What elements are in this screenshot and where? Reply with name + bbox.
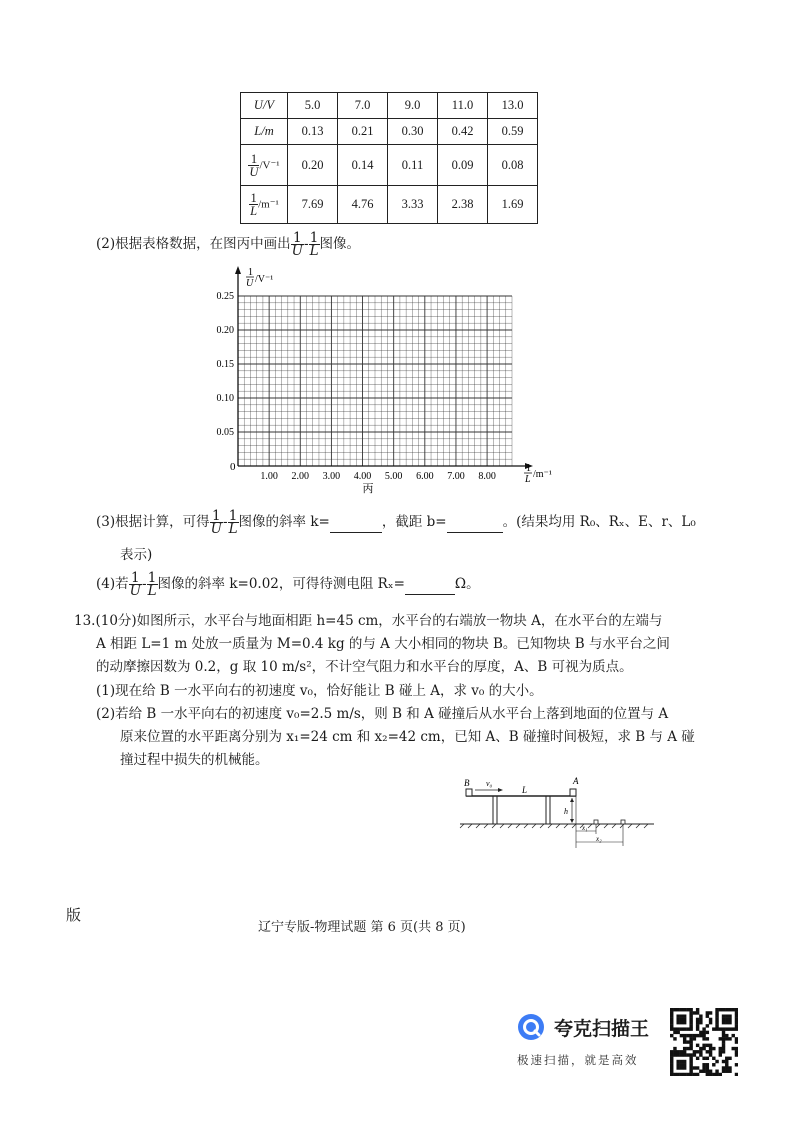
y-axis-unit: /V⁻¹: [255, 274, 274, 285]
x-tick-label: 6.00: [416, 471, 434, 482]
y-tick-label: 0.05: [216, 427, 234, 438]
table-cell: 0.20: [288, 145, 338, 186]
table-cell: 2.38: [438, 186, 488, 224]
quark-logo-icon: [516, 1012, 546, 1042]
label-l: L: [522, 785, 528, 795]
block-a: [570, 789, 576, 796]
table-row: [241, 119, 538, 145]
ground-hatching: [460, 824, 648, 828]
graph-grid: [238, 296, 512, 466]
x-axis-label-num: 1: [526, 463, 531, 474]
table-row: [241, 145, 538, 186]
brand-slogan: 极速扫描，就是高效: [517, 1053, 639, 1067]
answer-blank-b[interactable]: [447, 512, 503, 533]
table-cell: 11.0: [438, 93, 488, 119]
table-header-cell: [241, 145, 288, 186]
graph-bing: [200, 262, 570, 500]
x-tick-label: 3.00: [322, 471, 341, 482]
y-axis-label-num: 1: [248, 267, 253, 278]
question-4: (4)若 $\frac{1}{U}$ - $\frac{1}{L}$ 图像的斜率 k=0.02，可得待测电阻 Rₓ= Ω。: [96, 570, 480, 599]
x-tick-label: 5.00: [384, 471, 403, 482]
data-table: [240, 92, 538, 224]
fraction: $\frac{1}{L}$: [309, 230, 319, 259]
fraction: $\frac{1}{U}$: [210, 508, 223, 537]
table-cell: 4.76: [338, 186, 388, 224]
x-axis-unit: /m⁻¹: [533, 469, 552, 480]
table-cell: 0.11: [388, 145, 438, 186]
question-13-line-4: (1)现在给 B 一水平向右的初速度 v₀，恰好能让 B 碰上 A，求 v₀ 的大小。: [96, 683, 543, 699]
brand-name: 夸克扫描王: [554, 1018, 650, 1040]
table-cell: 7.0: [338, 93, 388, 119]
fraction: $\frac{1}{U}$: [291, 230, 304, 259]
margin-mark: 版: [66, 906, 82, 924]
x-tick-label: 8.00: [478, 471, 496, 482]
table-cell: 1.69: [488, 186, 538, 224]
x-tick-label: 1.00: [260, 471, 278, 482]
fraction: $\frac{1}{L}$: [147, 570, 157, 599]
table-cell: 0.30: [388, 119, 438, 145]
page-footer: 辽宁专版-物理试题 第 6 页(共 8 页): [258, 920, 466, 935]
table-row: [241, 186, 538, 224]
qr-code-icon: [670, 1008, 738, 1080]
label-v0: v₀: [486, 779, 493, 788]
graph-caption: 丙: [362, 482, 374, 495]
table-cell: 0.42: [438, 119, 488, 145]
origin-label: 0: [230, 461, 236, 473]
table-cell: 0.14: [338, 145, 388, 186]
question-13-line-7: 撞过程中损失的机械能。: [120, 752, 269, 768]
table-cell: 13.0: [488, 93, 538, 119]
question-3: (3)根据计算，可得 $\frac{1}{U}$ - $\frac{1}{L}$ 图像的斜率 k= ，截距 b= 。(结果均用 R₀、Rₓ、E、r、L₀: [96, 508, 696, 537]
question-13-line-6: 原来位置的水平距离分别为 x₁=24 cm 和 x₂=42 cm，已知 A、B 碰撞时间极短，求 B 与 A 碰: [120, 729, 695, 745]
platform-diagram: [458, 774, 658, 850]
y-tick-label: 0.25: [216, 291, 234, 302]
table-cell: 0.08: [488, 145, 538, 186]
unit-label: /m⁻¹: [258, 198, 279, 211]
label-b: B: [464, 778, 470, 788]
table-cell: 3.33: [388, 186, 438, 224]
graph-axes: [235, 266, 533, 469]
table-header-cell: U/V: [241, 93, 288, 119]
answer-blank-k[interactable]: [330, 512, 382, 533]
x-axis-label-den: L: [525, 474, 531, 485]
table-header-cell: L/m: [241, 119, 288, 145]
y-tick-label: 0.20: [216, 325, 234, 336]
x-tick-labels: [260, 471, 495, 482]
answer-blank-rx[interactable]: [405, 574, 455, 595]
question-13-line-1: 13.(10分)如图所示，水平台与地面相距 h=45 cm，水平台的右端放一物块 A，在水平台的左端与: [74, 613, 663, 629]
label-x1: x₁: [582, 824, 588, 832]
table-cell: 0.21: [338, 119, 388, 145]
table-row: [241, 93, 538, 119]
fraction: $\frac{1}{L}$: [228, 508, 238, 537]
table-cell: 0.59: [488, 119, 538, 145]
x-tick-label: 4.00: [353, 471, 372, 482]
table-cell: 5.0: [288, 93, 338, 119]
label-x2: x₂: [596, 835, 602, 843]
y-tick-labels: [217, 291, 235, 438]
block-b: [466, 789, 472, 796]
question-13-line-2: A 相距 L=1 m 处放一质量为 M=0.4 kg 的与 A 大小相同的物块 B。已知物块 B 与水平台之间: [96, 636, 670, 652]
unit-label: /V⁻¹: [259, 158, 280, 171]
question-3-line2: 表示): [120, 547, 153, 563]
table-cell: 7.69: [288, 186, 338, 224]
question-2: (2)根据表格数据，在图丙中画出 $\frac{1}{U}$ - $\frac{1}{L}$ 图像。: [96, 230, 361, 259]
fraction: $\frac{1}{U}$: [129, 570, 142, 599]
table-cell: 0.13: [288, 119, 338, 145]
label-a: A: [573, 776, 579, 786]
question-13-line-5: (2)若给 B 一水平向右的初速度 v₀=2.5 m/s，则 B 和 A 碰撞后从水平台上落到地面的位置与 A: [96, 706, 669, 722]
x-tick-label: 2.00: [291, 471, 310, 482]
table-header-cell: [241, 186, 288, 224]
y-tick-label: 0.15: [216, 359, 234, 370]
fraction: $\frac{1}{U}$: [249, 151, 259, 179]
y-tick-label: 0.10: [216, 393, 234, 404]
table-cell: 0.09: [438, 145, 488, 186]
y-axis-label-den: U: [246, 278, 254, 289]
fraction: $\frac{1}{L}$: [250, 191, 258, 218]
x-tick-label: 7.00: [447, 471, 465, 482]
table-cell: 9.0: [388, 93, 438, 119]
question-13-line-3: 的动摩擦因数为 0.2，g 取 10 m/s²，不计空气阻力和水平台的厚度，A、B 可视为质点。: [96, 659, 633, 675]
label-h: h: [564, 807, 568, 816]
